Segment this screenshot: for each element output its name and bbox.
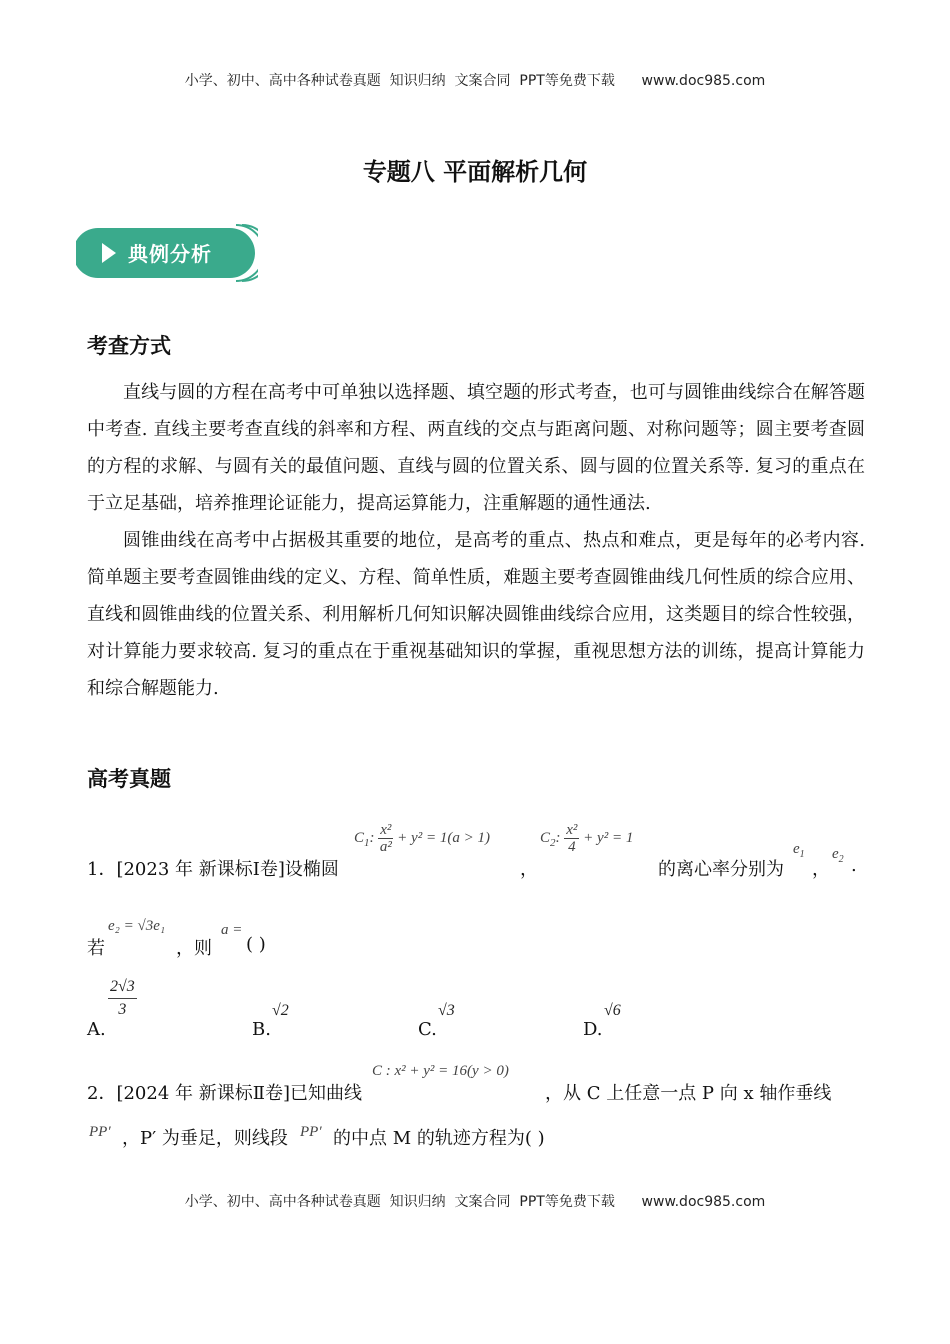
q1-option-c-value: √3 — [438, 1002, 455, 1019]
q1-e1: $e_1$ — [793, 841, 805, 860]
q1-comma: ， — [520, 859, 538, 880]
q1-comma-2: ， — [812, 859, 830, 880]
q1-option-a-letter: A. — [87, 1019, 106, 1040]
q1-ellipse-c1: $C_1$: $\frac{\text{x²}}{\text{a²}}$ + y² = 1(a > 1) — [354, 822, 490, 855]
q1-ellipse-c2: $C_2$: $\frac{\text{x²}}{4}$ + y² = 1 — [540, 822, 634, 855]
q1-line2-if: 若 — [87, 938, 105, 959]
q2-line2-b: 的中点 M 的轨迹方程为( ) — [333, 1128, 545, 1149]
page-footer: 小学、初中、高中各种试卷真题 知识归纳 文案合同 PPT等免费下载 www.doc985.com — [184, 1194, 766, 1210]
q1-e2: $e_2$ — [832, 846, 844, 865]
q2-curve: C : x² + y² = 16(y > 0) — [372, 1063, 509, 1079]
badge-label: 典例分析 — [128, 242, 212, 266]
q2-pp-2: PP′ — [300, 1124, 322, 1140]
section-heading-exam-format: 考查方式 — [87, 334, 171, 358]
q1-option-c-letter: C. — [418, 1019, 437, 1040]
q2-pp-1: PP′ — [89, 1124, 111, 1140]
page-title: 专题八 平面解析几何 — [362, 158, 588, 186]
q1-option-d-value: √6 — [604, 1002, 621, 1019]
q2-line2-a: ，P′ 为垂足，则线段 — [122, 1128, 288, 1149]
q1-option-b-value: √2 — [272, 1002, 289, 1019]
q1-paren: ( ) — [246, 934, 266, 955]
page-header: 小学、初中、高中各种试卷真题 知识归纳 文案合同 PPT等免费下载 www.doc985.com — [184, 73, 766, 89]
q1-period: . — [851, 855, 857, 876]
q1-a-equals: a = — [221, 922, 243, 938]
q1-line2-then: ，则 — [176, 938, 212, 959]
paragraph-2: 圆锥曲线在高考中占据极其重要的地位，是高考的重点、热点和难点，更是每年的必考内容. 简单题主要考查圆锥曲线的定义、方程、简单性质，难题主要考查圆锥曲线几何性质的综合应用、直线和圆锥曲线的位置关系、利用解析几何知识解决圆锥曲线综合应用，这类题目的综合性较强，对计算能力要求较高. 复习的重点在于重视基础知识的掌握，重视思想方法的训练，提高计算能力和综合解题能力. — [87, 530, 865, 699]
q1-option-d-letter: D. — [583, 1019, 603, 1040]
section-badge — [76, 224, 258, 282]
q2-prefix: 2．[2024 年 新课标Ⅱ卷]已知曲线 — [87, 1083, 362, 1104]
q2-after: ，从 C 上任意一点 P 向 x 轴作垂线 — [545, 1083, 832, 1104]
q1-condition: e₂ = √3e₁ — [108, 918, 166, 934]
q1-option-a-value: $\frac{2√3}{3}$ — [110, 978, 135, 1018]
q1-middle-text: 的离心率分别为 — [658, 859, 784, 880]
paragraph-1: 直线与圆的方程在高考中可单独以选择题、填空题的形式考查，也可与圆锥曲线综合在解答题中考查. 直线主要考查直线的斜率和方程、两直线的交点与距离问题、对称问题等；圆主要考查圆的方程的求解、与圆有关的最值问题、直线与圆的位置关系、圆与圆的位置关系等. 复习的重点在于立足基础，培养推理论证能力，提高运算能力，注重解题的通性通法. — [87, 382, 865, 514]
q1-prefix: 1．[2023 年 新课标Ⅰ卷]设椭圆 — [87, 859, 339, 880]
section-heading-real-exam: 高考真题 — [87, 767, 171, 791]
q1-option-b-letter: B. — [252, 1019, 271, 1040]
